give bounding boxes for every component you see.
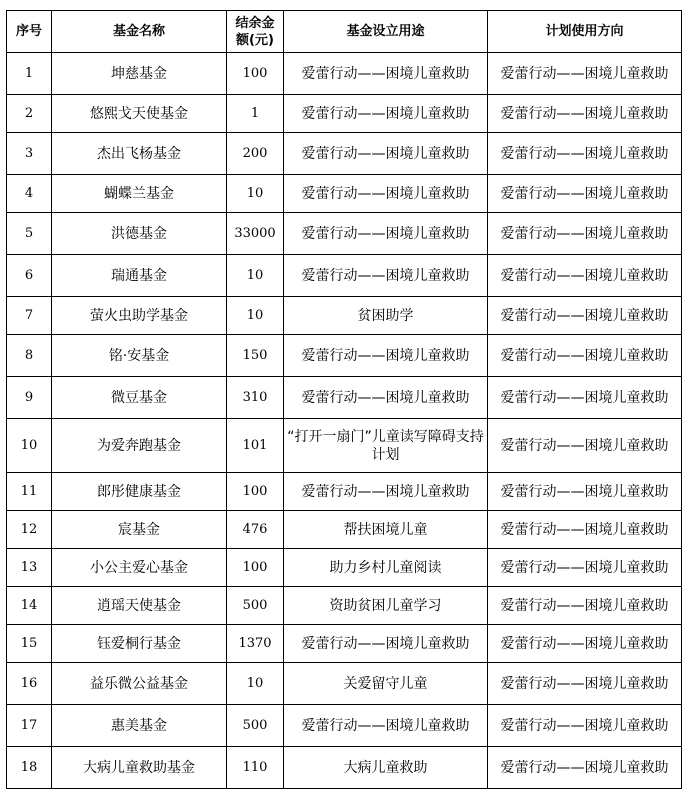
row-purpose: 资助贫困儿童学习: [284, 587, 488, 625]
table-row: [7, 175, 682, 213]
row-plan: 爱蕾行动——困境儿童救助: [488, 549, 682, 587]
row-balance: 200: [227, 133, 284, 175]
row-balance: 10: [227, 255, 284, 297]
row-fund-name: 瑞通基金: [52, 255, 227, 297]
row-fund-name: 大病儿童救助基金: [52, 747, 227, 789]
row-balance: 10: [227, 663, 284, 705]
row-purpose: 爱蕾行动——困境儿童救助: [284, 95, 488, 133]
table-row: [7, 377, 682, 419]
row-balance: 100: [227, 549, 284, 587]
row-purpose: 爱蕾行动——困境儿童救助: [284, 473, 488, 511]
row-plan: 爱蕾行动——困境儿童救助: [488, 175, 682, 213]
row-purpose: 贫困助学: [284, 297, 488, 335]
row-plan: 爱蕾行动——困境儿童救助: [488, 625, 682, 663]
row-balance: 150: [227, 335, 284, 377]
row-fund-name: 为爱奔跑基金: [52, 419, 227, 473]
table-row: [7, 297, 682, 335]
row-purpose: 大病儿童救助: [284, 747, 488, 789]
table-row: [7, 255, 682, 297]
row-fund-name: 坤慈基金: [52, 53, 227, 95]
row-index: 9: [7, 377, 52, 419]
row-purpose: 帮扶困境儿童: [284, 511, 488, 549]
row-purpose: 爱蕾行动——困境儿童救助: [284, 625, 488, 663]
header-purpose: 基金设立用途: [284, 11, 488, 53]
row-index: 6: [7, 255, 52, 297]
row-index: 1: [7, 53, 52, 95]
row-fund-name: 杰出飞杨基金: [52, 133, 227, 175]
row-index: 11: [7, 473, 52, 511]
row-index: 4: [7, 175, 52, 213]
row-plan: 爱蕾行动——困境儿童救助: [488, 747, 682, 789]
row-balance: 10: [227, 297, 284, 335]
table-row: [7, 663, 682, 705]
row-balance: 500: [227, 587, 284, 625]
row-purpose: 爱蕾行动——困境儿童救助: [284, 705, 488, 747]
row-fund-name: 惠美基金: [52, 705, 227, 747]
table-row: [7, 587, 682, 625]
row-fund-name: 蝴蝶兰基金: [52, 175, 227, 213]
fund-table-container: [6, 10, 681, 789]
fund-table: [6, 10, 682, 789]
row-purpose: 爱蕾行动——困境儿童救助: [284, 255, 488, 297]
row-plan: 爱蕾行动——困境儿童救助: [488, 335, 682, 377]
table-row: [7, 747, 682, 789]
row-fund-name: 郎彤健康基金: [52, 473, 227, 511]
row-index: 18: [7, 747, 52, 789]
header-index: 序号: [7, 11, 52, 53]
table-row: [7, 335, 682, 377]
row-fund-name: 小公主爱心基金: [52, 549, 227, 587]
row-index: 12: [7, 511, 52, 549]
row-index: 13: [7, 549, 52, 587]
row-balance: 310: [227, 377, 284, 419]
header-fund-name: 基金名称: [52, 11, 227, 53]
row-fund-name: 萤火虫助学基金: [52, 297, 227, 335]
row-index: 8: [7, 335, 52, 377]
row-plan: 爱蕾行动——困境儿童救助: [488, 705, 682, 747]
header-balance: 结余金额(元): [227, 11, 284, 53]
row-purpose: 爱蕾行动——困境儿童救助: [284, 213, 488, 255]
table-row: [7, 419, 682, 473]
row-fund-name: 逍瑶天使基金: [52, 587, 227, 625]
row-purpose: 爱蕾行动——困境儿童救助: [284, 133, 488, 175]
row-purpose: 关爱留守儿童: [284, 663, 488, 705]
row-plan: 爱蕾行动——困境儿童救助: [488, 377, 682, 419]
table-row: [7, 549, 682, 587]
row-balance: 500: [227, 705, 284, 747]
row-balance: 110: [227, 747, 284, 789]
row-plan: 爱蕾行动——困境儿童救助: [488, 419, 682, 473]
row-balance: 1: [227, 95, 284, 133]
table-row: [7, 625, 682, 663]
table-row: [7, 53, 682, 95]
table-row: [7, 213, 682, 255]
table-row: [7, 95, 682, 133]
row-fund-name: 益乐微公益基金: [52, 663, 227, 705]
row-plan: 爱蕾行动——困境儿童救助: [488, 53, 682, 95]
row-fund-name: 悠熙戈天使基金: [52, 95, 227, 133]
row-balance: 1370: [227, 625, 284, 663]
row-index: 10: [7, 419, 52, 473]
row-index: 15: [7, 625, 52, 663]
row-index: 3: [7, 133, 52, 175]
row-purpose: 爱蕾行动——困境儿童救助: [284, 175, 488, 213]
table-row: [7, 473, 682, 511]
row-index: 2: [7, 95, 52, 133]
row-plan: 爱蕾行动——困境儿童救助: [488, 473, 682, 511]
row-plan: 爱蕾行动——困境儿童救助: [488, 213, 682, 255]
row-index: 14: [7, 587, 52, 625]
row-purpose: 助力乡村儿童阅读: [284, 549, 488, 587]
row-index: 7: [7, 297, 52, 335]
row-plan: 爱蕾行动——困境儿童救助: [488, 511, 682, 549]
row-index: 5: [7, 213, 52, 255]
row-purpose: 爱蕾行动——困境儿童救助: [284, 335, 488, 377]
row-balance: 100: [227, 473, 284, 511]
row-purpose: “打开一扇门”儿童读写障碍支持计划: [284, 419, 488, 473]
row-fund-name: 微豆基金: [52, 377, 227, 419]
row-balance: 10: [227, 175, 284, 213]
row-plan: 爱蕾行动——困境儿童救助: [488, 297, 682, 335]
row-fund-name: 宸基金: [52, 511, 227, 549]
row-fund-name: 钰爱桐行基金: [52, 625, 227, 663]
row-purpose: 爱蕾行动——困境儿童救助: [284, 377, 488, 419]
row-balance: 476: [227, 511, 284, 549]
row-fund-name: 铭·安基金: [52, 335, 227, 377]
row-balance: 101: [227, 419, 284, 473]
row-plan: 爱蕾行动——困境儿童救助: [488, 587, 682, 625]
table-row: [7, 511, 682, 549]
row-plan: 爱蕾行动——困境儿童救助: [488, 95, 682, 133]
row-balance: 33000: [227, 213, 284, 255]
row-balance: 100: [227, 53, 284, 95]
header-plan: 计划使用方向: [488, 11, 682, 53]
row-fund-name: 洪德基金: [52, 213, 227, 255]
row-index: 16: [7, 663, 52, 705]
table-header-row: [7, 11, 682, 53]
row-plan: 爱蕾行动——困境儿童救助: [488, 663, 682, 705]
table-row: [7, 705, 682, 747]
row-index: 17: [7, 705, 52, 747]
row-plan: 爱蕾行动——困境儿童救助: [488, 133, 682, 175]
table-row: [7, 133, 682, 175]
row-plan: 爱蕾行动——困境儿童救助: [488, 255, 682, 297]
row-purpose: 爱蕾行动——困境儿童救助: [284, 53, 488, 95]
